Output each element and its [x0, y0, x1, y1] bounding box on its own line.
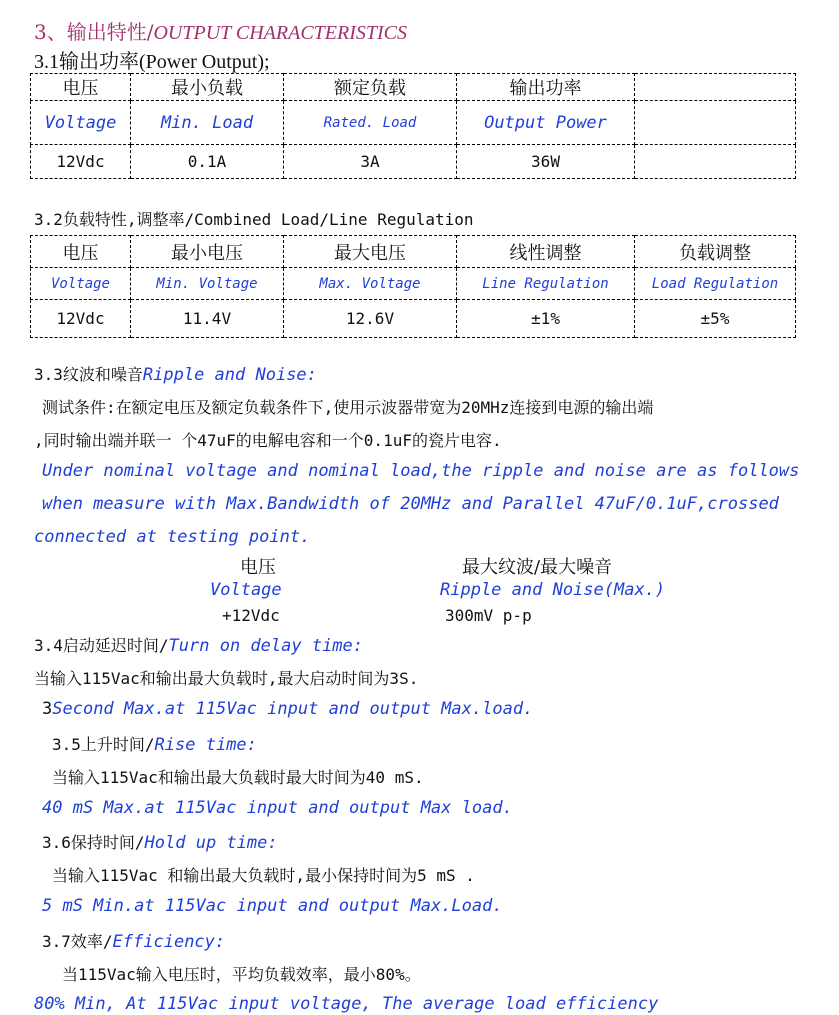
turn-on-heading [34, 633, 363, 656]
value-cell [635, 145, 796, 179]
value-cell: 12.6V [284, 300, 457, 338]
ripple-col-voltage-value: +12Vdc [222, 606, 280, 625]
rise-heading-cn: 3.5上升时间/ [52, 735, 155, 754]
rise-en: 40 mS Max.at 115Vac input and output Max load. [42, 798, 513, 818]
value-cell: 0.1A [131, 145, 284, 179]
ripple-heading-en: Ripple and Noise: [142, 365, 317, 385]
ripple-heading [34, 362, 317, 385]
header-cell: 负载调整 [635, 236, 796, 268]
ripple-col-noise-value: 300mV p-p [445, 606, 532, 625]
hold-up-heading [42, 830, 278, 853]
section-title-cn: 3、输出特性/ [34, 20, 154, 44]
value-cell: 3A [284, 145, 457, 179]
header-en-cell: Max. Voltage [284, 268, 457, 300]
turn-on-en-prefix: 3 [42, 699, 53, 719]
header-cell: 输出功率 [457, 74, 635, 101]
header-cell: 电压 [31, 236, 131, 268]
ripple-en-line2: when measure with Max.Bandwidth of 20MHz and Parallel 47uF/0.1uF,crossed [42, 494, 779, 514]
hold-up-en: 5 mS Min.at 115Vac input and output Max.Load. [42, 896, 503, 916]
turn-on-en [42, 699, 533, 719]
ripple-col-noise-en: Ripple and Noise(Max.) [440, 580, 666, 600]
table-row [31, 268, 796, 300]
header-cell: 电压 [31, 74, 131, 101]
ripple-cn-line2: ,同时输出端并联一 个47uF的电解电容和一个0.1uF的瓷片电容. [34, 431, 502, 450]
header-cell: 最大电压 [284, 236, 457, 268]
header-en-cell: Rated. Load [284, 101, 457, 145]
rise-cn: 当输入115Vac和输出最大负载时最大时间为40 mS. [52, 768, 424, 787]
hold-up-heading-en: Hold up time: [144, 833, 278, 853]
value-cell: 12Vdc [31, 300, 131, 338]
efficiency-en: 80% Min, At 115Vac input voltage, The average load efficiency [34, 994, 659, 1014]
header-en-cell: Line Regulation [457, 268, 635, 300]
regulation-heading: 3.2负载特性,调整率/Combined Load/Line Regulation [34, 210, 474, 229]
header-en-cell: Min. Voltage [131, 268, 284, 300]
efficiency-heading-cn: 3.7效率/ [42, 932, 113, 951]
turn-on-heading-en: Turn on delay time: [168, 636, 364, 656]
ripple-col-noise-cn: 最大纹波/最大噪音 [462, 557, 613, 578]
table-row [31, 145, 796, 179]
ripple-col-voltage-cn: 电压 [240, 557, 276, 578]
hold-up-heading-cn: 3.6保持时间/ [42, 833, 145, 852]
header-cell [635, 74, 796, 101]
header-cell: 额定负载 [284, 74, 457, 101]
header-en-cell [635, 101, 796, 145]
turn-on-heading-cn: 3.4启动延迟时间/ [34, 636, 169, 655]
section-title [34, 16, 407, 45]
ripple-cn-line1: 测试条件:在额定电压及额定负载条件下,使用示波器带宽为20MHz连接到电源的输出端 [42, 398, 654, 417]
ripple-heading-cn: 3.3纹波和噪音 [34, 365, 143, 384]
ripple-col-voltage-en: Voltage [210, 580, 282, 600]
table-row [31, 300, 796, 338]
header-cell: 最小负载 [131, 74, 284, 101]
header-en-cell: Min. Load [131, 101, 284, 145]
efficiency-heading [42, 929, 225, 952]
turn-on-en-text: Second Max.at 115Vac input and output Max.load. [52, 699, 534, 719]
rise-heading [52, 732, 257, 755]
value-cell: 11.4V [131, 300, 284, 338]
section-title-en: OUTPUT CHARACTERISTICS [153, 22, 408, 44]
efficiency-cn: 当115Vac输入电压时，平均负载效率，最小80%。 [62, 965, 421, 984]
ripple-en-line3: connected at testing point. [34, 527, 311, 547]
value-cell: ±5% [635, 300, 796, 338]
table-row [31, 236, 796, 268]
regulation-table [30, 235, 796, 338]
turn-on-cn: 当输入115Vac和输出最大负载时,最大启动时间为3S. [34, 669, 419, 688]
hold-up-cn: 当输入115Vac 和输出最大负载时,最小保持时间为5 mS . [52, 866, 475, 885]
header-cell: 最小电压 [131, 236, 284, 268]
header-cell: 线性调整 [457, 236, 635, 268]
header-en-cell: Voltage [31, 101, 131, 145]
header-en-cell: Load Regulation [635, 268, 796, 300]
header-en-cell: Voltage [31, 268, 131, 300]
rise-heading-en: Rise time: [154, 735, 257, 755]
table-row [31, 74, 796, 101]
power-output-table [30, 73, 796, 179]
table-row [31, 101, 796, 145]
value-cell: 36W [457, 145, 635, 179]
ripple-en-line1: Under nominal voltage and nominal load,the ripple and noise are as follows [42, 461, 800, 481]
efficiency-heading-en: Efficiency: [112, 932, 226, 952]
header-en-cell: Output Power [457, 101, 635, 145]
power-output-heading: 3.1输出功率(Power Output); [34, 51, 270, 73]
value-cell: 12Vdc [31, 145, 131, 179]
value-cell: ±1% [457, 300, 635, 338]
